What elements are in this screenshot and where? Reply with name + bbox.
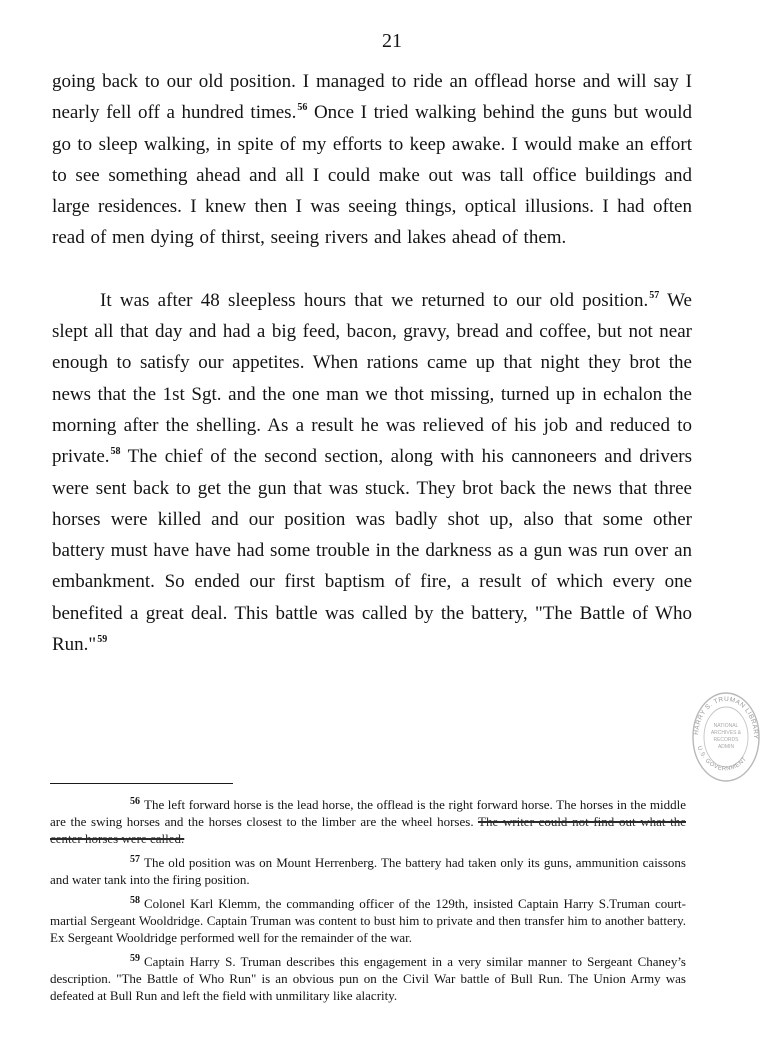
footnote-57 (50, 854, 686, 888)
stamp-ring-text: HARRY S. TRUMAN LIBRARY (692, 695, 760, 740)
footnote-text: Colonel Karl Klemm, the commanding officer of the 129th, insisted Captain Harry S.Truman court-martial Sergeant Wooldridge. Captain Truman was content to bust him to private and then transfer him to another battery. Ex Sergeant Wooldridge performed well for the remainder of the war. (50, 896, 686, 945)
stamp-center-line: ADMIN (717, 744, 735, 750)
footnote-marker: 58 (130, 895, 140, 906)
archive-stamp (688, 683, 762, 789)
paragraph-text: We slept all that day and had a big feed, bacon, gravy, bread and coffee, but not near enough to satisfy our appetites. When rations came up that night they brot the news that the 1st Sgt. and the one man we thot missing, turned up in echalon the morning after the shelling. As a result he was relieved of his job and reduced to private. (52, 289, 692, 468)
paragraph-2 (52, 285, 692, 661)
paragraph-1 (52, 66, 692, 254)
footnotes (50, 796, 686, 1011)
footnote-58 (50, 895, 686, 946)
paragraph-text: Once I tried walking behind the guns but would go to sleep walking, in spite of my efforts to keep awake. I would make an effort to see something ahead and all I could make out was tall office buildings and large residences. I knew then I was seeing things, optical illusions. I had often read of men dying of thirst, seeing rivers and lakes ahead of them. (52, 102, 692, 249)
footnote-56 (50, 796, 686, 847)
footnote-59 (50, 953, 686, 1004)
paragraph-text: The chief of the second section, along with his cannoneers and drivers were sent back to get the gun that was stuck. They brot back the news that three horses were killed and our position was badly shot up, also that some other battery must have have had some trouble in the darkness as a gun was run over an embankment. So ended our first baptism of fire, a result of which every one benefited a great deal. This battle was called by the battery, "The Battle of Who Run." (52, 446, 692, 656)
footnote-ref-56: 56 (297, 102, 308, 114)
stamp-center-line: ARCHIVES & (710, 730, 742, 736)
footnote-divider (50, 783, 233, 784)
footnote-text: Captain Harry S. Truman describes this engagement in a very similar manner to Sergeant Chaney’s description. "The Battle of Who Run" is an obvious pun on the Civil War battle of Bull Run. The Union Army was defeated at Bull Run and left the field with unmilitary like alacrity. (50, 954, 686, 1003)
stamp-center-line: NATIONAL (713, 723, 739, 729)
footnote-ref-57: 57 (649, 289, 660, 301)
page-number: 21 (382, 30, 402, 52)
stamp-bottom-text: U.S. GOVERNMENT (695, 745, 749, 773)
footnote-marker: 59 (130, 953, 140, 964)
footnote-ref-58: 58 (110, 446, 121, 458)
footnote-text: The left forward horse is the lead horse, the offlead is the right forward horse. The horses in the middle are the swing horses and the horses closest to the limber are the wheel horses. (50, 797, 686, 829)
body-text (52, 66, 692, 660)
footnote-marker: 56 (130, 796, 140, 807)
footnote-text: The old position was on Mount Herrenberg. The battery had taken only its guns, ammunition caissons and water tank into the firing position. (50, 855, 686, 887)
stamp-center-line: RECORDS (713, 737, 739, 743)
footnote-ref-59: 59 (97, 634, 108, 646)
footnote-marker: 57 (130, 854, 140, 865)
paragraph-text: It was after 48 sleepless hours that we returned to our old position. (100, 289, 649, 311)
struck-out-text: The writer could not find out what the center horses were called. (50, 814, 687, 846)
paragraph-text: going back to our old position. I managed to ride an offlead horse and will say I nearly fell off a hundred times. (52, 71, 692, 124)
